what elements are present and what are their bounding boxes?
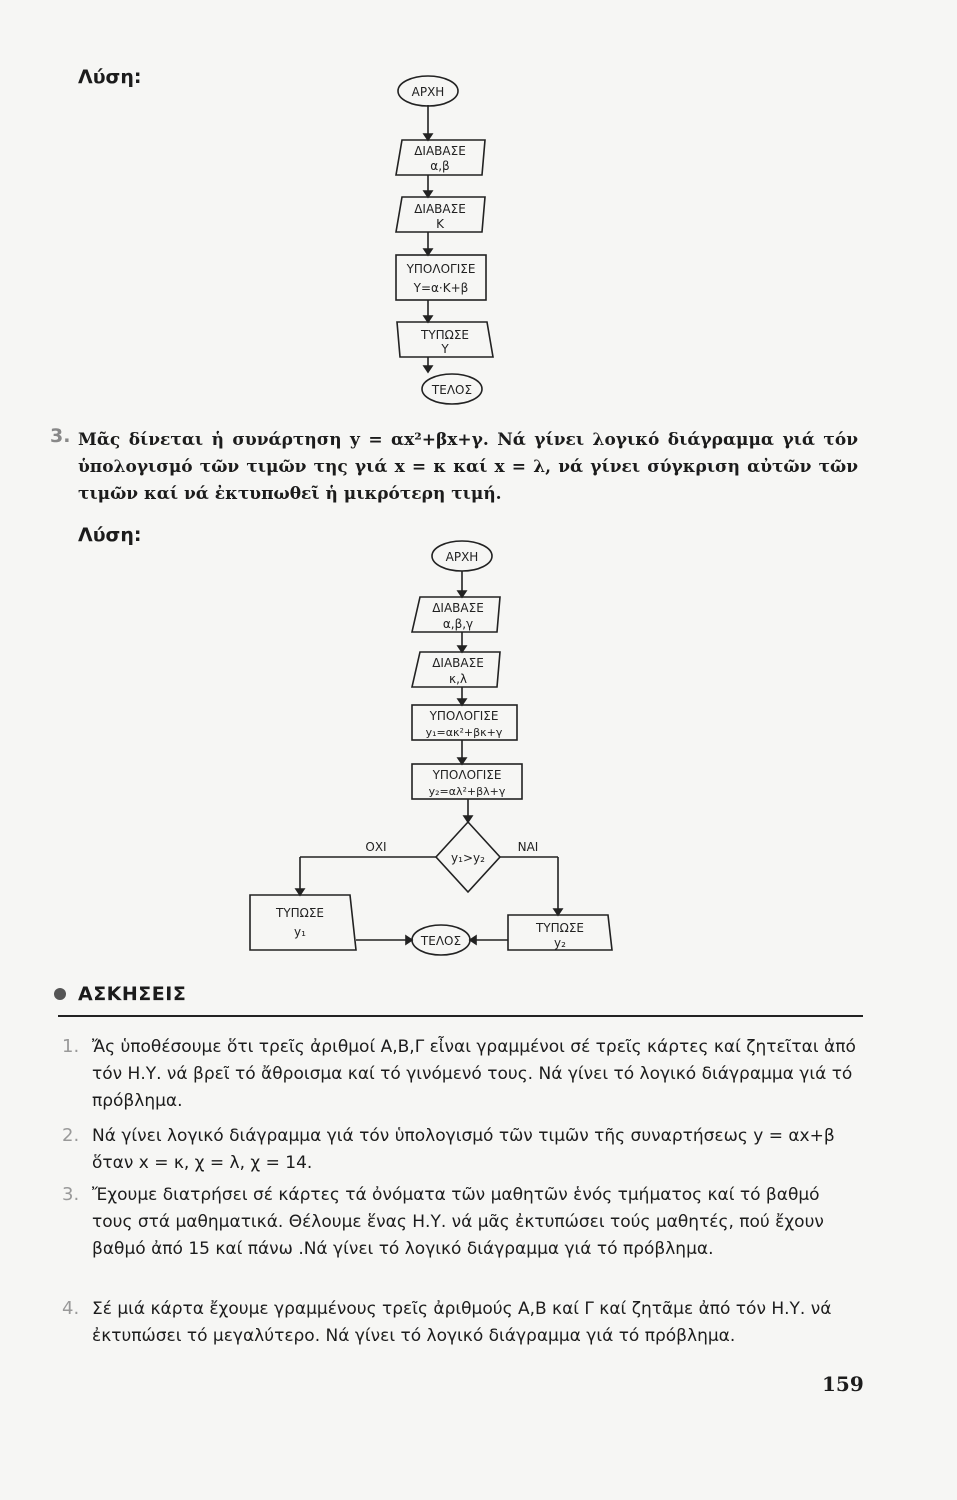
bullet-icon <box>54 988 66 1000</box>
flow1-print-line2: Υ <box>441 342 449 356</box>
exercise-3-text: Ἔχουμε διατρήσει σέ κάρτες τά ὀνόματα τῶν μαθητῶν ἑνός τμήματος καί τό βαθμό τους στά μαθηματικά. Θέλουμε ἕνας Η.Υ. νά μᾶς ἐκτυπώσει τούς μαθητές, πού ἔχουν βαθμό ἀπό 15 καί πάνω .Νά γίνει τό λογικό διάγραμμα γιά τό πρόβλημα. <box>92 1185 824 1259</box>
flow1-read2-line1: ΔΙΑΒΑΣΕ <box>414 202 466 216</box>
flow1-read1-line2: α,β <box>430 159 450 173</box>
section-divider <box>58 1015 863 1017</box>
exercise-number: 4. <box>62 1298 80 1319</box>
flow1-start-text: ΑΡΧΗ <box>411 85 445 99</box>
flow2-start-text: ΑΡΧΗ <box>445 550 479 564</box>
exercise-1-text: Ἄς ὑποθέσουμε ὅτι τρεῖς ἀριθμοί Α,Β,Γ εἶναι γραμμένοι σέ τρεῖς κάρτες καί ζητεῖται ἀπό τόν Η.Υ. νά βρεῖ τό ἄθροισμα καί τό γινόμενό τους. Νά γίνει τό λογικό διάγραμμα γιά τό πρόβλημα. <box>92 1037 856 1111</box>
flow1-print-line1: ΤΥΠΩΣΕ <box>420 328 470 342</box>
problem-number: 3. <box>50 425 71 447</box>
flow1-end-text: ΤΕΛΟΣ <box>431 383 473 397</box>
flow2-print1-line2: y₁ <box>294 925 306 939</box>
flow2-print2-line1: ΤΥΠΩΣΕ <box>535 921 585 935</box>
exercise-number: 1. <box>62 1036 80 1057</box>
flow2-compute1-line1: ΥΠΟΛΟΓΙΣΕ <box>429 709 499 723</box>
flow2-read2-line1: ΔΙΑΒΑΣΕ <box>432 656 484 670</box>
solution-label: Λύση: <box>78 524 142 546</box>
flow2-print-y1 <box>250 895 356 950</box>
exercise-number: 3. <box>62 1184 80 1205</box>
exercise-number: 2. <box>62 1125 80 1146</box>
flow2-read1-line2: α,β,γ <box>442 617 474 631</box>
flow1-read2-line2: Κ <box>436 217 444 231</box>
problem-3-text: Μᾶς δίνεται ἡ συνάρτηση y = αx²+βx+γ. Νά γίνει λογικό διάγραμμα γιά τόν ὑπολογισμό τῶν τιμῶν της γιά x = κ καί x = λ, νά γίνει σύγκριση αὐτῶν τῶν τιμῶν καί νά ἐκτυπωθεῖ ἡ μικρότερη τιμή. <box>78 430 858 504</box>
flow2-print1-line1: ΤΥΠΩΣΕ <box>275 906 325 920</box>
exercise-2-text: Νά γίνει λογικό διάγραμμα γιά τόν ὑπολογισμό τῶν τιμῶν τῆς συναρτήσεως y = αx+β ὅταν x = κ, χ = λ, χ = 14. <box>92 1126 835 1173</box>
flow2-yes-label: ΝΑΙ <box>517 840 539 854</box>
flow2-compute2-line2: y₂=αλ²+βλ+γ <box>428 785 506 798</box>
flow2-read2-line2: κ,λ <box>449 672 467 686</box>
flow2-print2-line2: y₂ <box>554 936 566 950</box>
flow2-compute1-line2: y₁=ακ²+βκ+γ <box>425 726 503 739</box>
flow1-read1-line1: ΔΙΑΒΑΣΕ <box>414 144 466 158</box>
exercise-4-text: Σέ μιά κάρτα ἔχουμε γραμμένους τρεῖς ἀριθμούς Α,Β καί Γ καί ζητᾶμε ἀπό τόν Η.Υ. νά ἐκτυπώσει τό μεγαλύτερο. Νά γίνει τό λογικό διάγραμμα γιά τό πρόβλημα. <box>92 1299 832 1346</box>
flow2-no-label: ΟΧΙ <box>365 840 387 854</box>
flow2-decision-text: y₁>y₂ <box>451 851 485 865</box>
flow1-compute-line1: ΥΠΟΛΟΓΙΣΕ <box>406 262 476 276</box>
page-number: 159 <box>822 1372 864 1396</box>
flow2-end-text: ΤΕΛΟΣ <box>420 934 462 948</box>
flow1-compute-line2: Υ=α·Κ+β <box>413 281 469 295</box>
flow2-compute2-line1: ΥΠΟΛΟΓΙΣΕ <box>432 768 502 782</box>
solution-label: Λύση: <box>78 66 142 88</box>
exercises-title: ΑΣΚΗΣΕΙΣ <box>78 983 187 1005</box>
flow2-read1-line1: ΔΙΑΒΑΣΕ <box>432 601 484 615</box>
